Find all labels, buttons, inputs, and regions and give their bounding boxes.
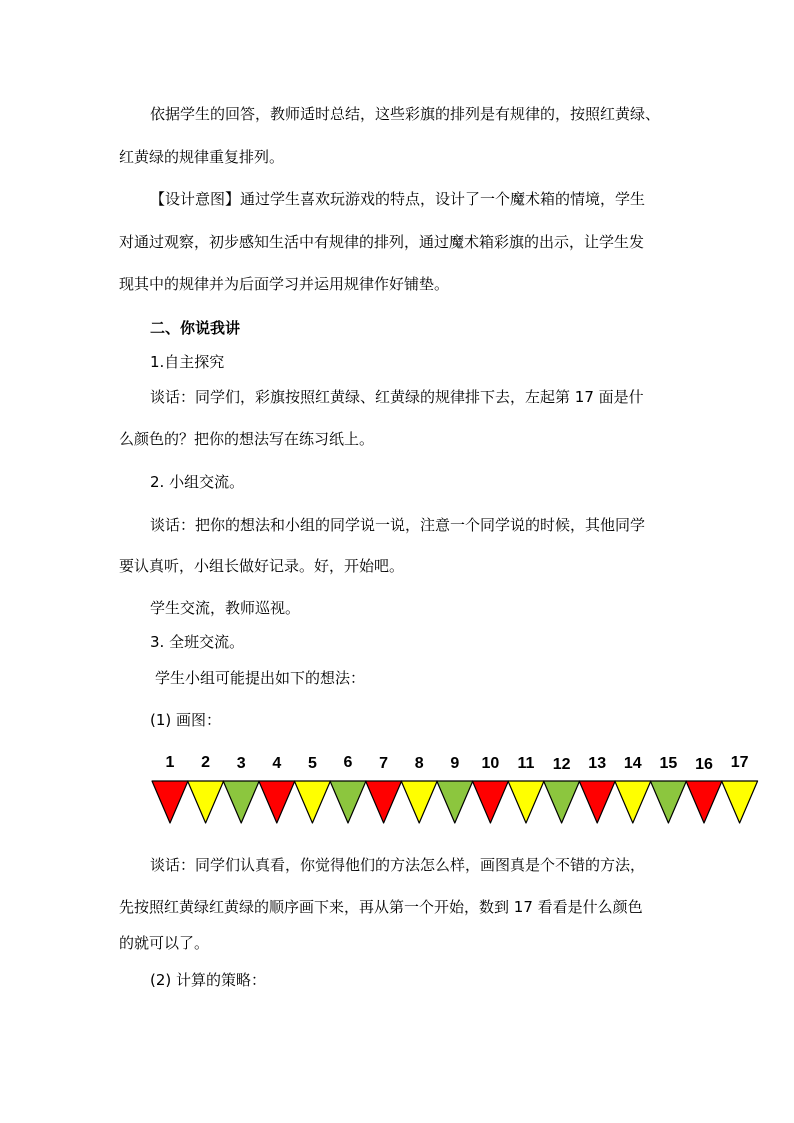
flag-number-16: 16 [695, 756, 713, 773]
flag-5 [294, 781, 330, 823]
flag-pattern-figure [150, 754, 760, 834]
talk3-line1: 谈话：同学们认真看，你觉得他们的方法怎么样，画图真是个不错的方法， [150, 856, 646, 874]
flag-2 [188, 781, 224, 823]
flag-6 [330, 781, 366, 823]
flag-number-4: 4 [272, 755, 282, 772]
sub2-heading: (2) 计算的策略： [150, 971, 267, 989]
item1-heading: 1.自主探究 [150, 353, 225, 371]
item2-heading: 2. 小组交流。 [150, 473, 245, 491]
flag-1 [152, 781, 188, 823]
paragraph-summary-line2: 红黄绿的规律重复排列。 [119, 148, 285, 166]
possible-ideas: 学生小组可能提出如下的想法： [155, 669, 366, 687]
flag-15 [650, 781, 686, 823]
design-intent-line3: 现其中的规律并为后面学习并运用规律作好铺垫。 [119, 275, 450, 293]
flag-17 [722, 781, 758, 823]
flag-number-9: 9 [450, 755, 460, 772]
flag-number-13: 13 [588, 755, 607, 772]
talk2-line1: 谈话：把你的想法和小组的同学说一说，注意一个同学说的时候，其他同学 [150, 516, 646, 534]
flag-number-17: 17 [730, 754, 749, 771]
students-exchange: 学生交流，教师巡视。 [150, 599, 301, 617]
talk2-line2: 要认真听，小组长做好记录。好，开始吧。 [119, 557, 405, 575]
sub1-heading: (1) 画图： [150, 711, 222, 729]
flag-number-15: 15 [659, 755, 678, 772]
flag-4 [259, 781, 295, 823]
flag-7 [366, 781, 402, 823]
design-intent-line1: 【设计意图】通过学生喜欢玩游戏的特点，设计了一个魔术箱的情境，学生 [150, 190, 646, 208]
flag-number-2: 2 [201, 754, 211, 771]
flag-number-8: 8 [414, 755, 424, 772]
flag-3 [223, 781, 259, 823]
flags-svg [150, 780, 760, 826]
design-intent-line2: 对通过观察，初步感知生活中有规律的排列，通过魔术箱彩旗的出示，让学生发 [119, 233, 645, 251]
talk1-line1: 谈话：同学们，彩旗按照红黄绿、红黄绿的规律排下去，左起第 17 面是什 [150, 388, 644, 406]
flag-number-3: 3 [236, 755, 246, 772]
paragraph-summary-line1: 依据学生的回答，教师适时总结，这些彩旗的排列是有规律的，按照红黄绿、 [150, 105, 661, 123]
flag-13 [579, 781, 615, 823]
flag-9 [437, 781, 473, 823]
flag-16 [686, 781, 722, 823]
flag-number-12: 12 [552, 756, 571, 773]
flag-number-6: 6 [343, 754, 353, 771]
talk1-line2: 么颜色的？把你的想法写在练习纸上。 [119, 430, 375, 448]
flag-number-14: 14 [623, 755, 642, 772]
flag-14 [615, 781, 651, 823]
flag-number-7: 7 [379, 755, 389, 772]
flag-number-11: 11 [517, 755, 535, 772]
flag-number-1: 1 [165, 754, 175, 771]
flag-10 [472, 781, 508, 823]
item3-heading: 3. 全班交流。 [150, 633, 245, 651]
flag-8 [401, 781, 437, 823]
flag-number-5: 5 [307, 755, 317, 772]
flag-12 [544, 781, 580, 823]
flag-number-10: 10 [481, 755, 500, 772]
flag-11 [508, 781, 544, 823]
talk3-line3: 的就可以了。 [119, 934, 210, 952]
talk3-line2: 先按照红黄绿红黄绿的顺序画下来，再从第一个开始，数到 17 看看是什么颜色 [119, 898, 643, 916]
section-heading: 二、你说我讲 [150, 319, 241, 337]
